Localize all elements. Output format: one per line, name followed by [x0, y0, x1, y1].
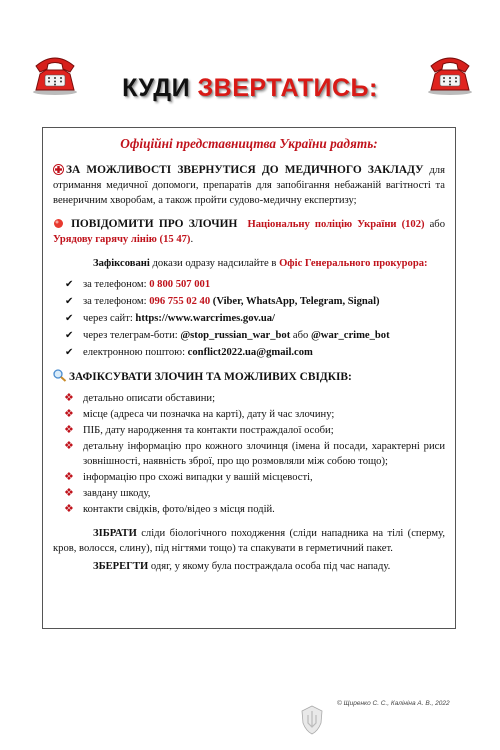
- hotline-contact: Урядову гарячу лінію (15 47): [53, 234, 191, 245]
- evidence-text: докази одразу надсилайте в: [149, 258, 280, 269]
- list-item: ❖ детальну інформацію про кожного злочинця (імена й посади, характерні риси зовнішності, наявність зброї, про що розмовляли між собою тощо);: [64, 440, 445, 467]
- list-item: ❖ інформацію про схожі випадки у вашій місцевості,: [64, 471, 313, 483]
- box-subtitle: Офіційні представництва України радять:: [120, 136, 378, 151]
- collect-bold: ЗІБРАТИ: [93, 528, 137, 539]
- police-contact: Національну поліцію України (102): [247, 219, 425, 230]
- section-record: [53, 369, 445, 385]
- contact-phone-1: 0 800 507 001: [149, 279, 211, 290]
- section-record-heading: ЗАФІКСУВАТИ ЗЛОЧИН ТА МОЖЛИВИХ СВІДКІВ:: [69, 371, 352, 383]
- messengers: (Viber, WhatsApp, Telegram, Signal): [210, 296, 380, 307]
- telegram-bot-1[interactable]: @stop_russian_war_bot: [180, 330, 291, 341]
- contact-label: за телефоном:: [83, 279, 150, 290]
- evidence-paragraph: [53, 256, 445, 271]
- contact-label: за телефоном:: [83, 296, 150, 307]
- website-link[interactable]: https://www.warcrimes.gov.ua/: [135, 313, 276, 324]
- footer-credit: © Щиренко С. С., Калініна А. В., 2022: [337, 700, 450, 707]
- section-report-heading: ПОВІДОМИТИ ПРО ЗЛОЧИН: [71, 218, 238, 230]
- red-diamond-icon: ❖: [64, 487, 74, 499]
- collect-text: сліди біологічного походження (сліди нападника на тілі (сперму, кров, волосся, слину), під нігтями тощо) та спакувати в герметичний пакет.: [53, 528, 445, 554]
- police-emblem-icon: [300, 705, 324, 735]
- email-link[interactable]: conflict2022.ua@gmail.com: [187, 347, 313, 358]
- list-item: ❖ місце (адреса чи позначка на карті), дату й час злочину;: [64, 408, 335, 420]
- red-diamond-icon: ❖: [64, 408, 74, 420]
- contact-label: через сайт:: [83, 313, 136, 324]
- list-item: ❖ завдану шкоду,: [64, 487, 151, 499]
- collect-paragraph: [53, 526, 445, 556]
- contact-phone-2: 096 755 02 40: [149, 296, 211, 307]
- checkmark-icon: ✔: [65, 279, 74, 290]
- red-diamond-icon: ❖: [64, 503, 74, 515]
- checkmark-icon: ✔: [65, 347, 74, 358]
- contact-list: [53, 277, 445, 360]
- keep-text: одяг, у якому була постраждала особа під час нападу.: [148, 561, 391, 572]
- checkmark-icon: ✔: [65, 330, 74, 341]
- evidence-bold: Зафіксовані: [93, 258, 150, 269]
- list-item: [53, 294, 445, 309]
- contact-label: через телеграм-боти:: [83, 330, 181, 341]
- list-item: [53, 345, 445, 360]
- list-item: ❖ ПІБ, дату народження та контакти постраждалої особи;: [64, 424, 334, 436]
- magnifier-icon: [53, 369, 67, 382]
- telegram-bot-2[interactable]: @war_crime_bot: [310, 330, 390, 341]
- info-box: [42, 127, 456, 629]
- red-dot-icon: [53, 218, 64, 229]
- section-report: [53, 217, 445, 247]
- medical-cross-icon: [53, 164, 64, 175]
- period: .: [190, 234, 194, 245]
- red-diamond-icon: ❖: [64, 424, 74, 436]
- list-item: [53, 328, 445, 343]
- red-diamond-icon: ❖: [64, 392, 74, 404]
- keep-paragraph: [53, 559, 445, 574]
- prosecutor-office: Офіс Генерального прокурора:: [279, 258, 428, 269]
- list-item: [53, 311, 445, 326]
- record-list: [53, 391, 445, 517]
- title-part-red: ЗВЕРТАТИСЬ:: [197, 74, 378, 102]
- or-text: або: [290, 330, 311, 341]
- section-medical-heading: ЗА МОЖЛИВОСТІ ЗВЕРНУТИСЯ ДО МЕДИЧНОГО ЗАКЛАДУ: [66, 164, 424, 176]
- section-medical-text: для отримання медичної допомоги, препаратів для запобігання небажаній вагітності та венеричним хворобам, а також пройти судово-медичну експертизу;: [53, 165, 445, 206]
- checkmark-icon: ✔: [65, 313, 74, 324]
- section-medical: [53, 163, 445, 208]
- red-diamond-icon: ❖: [64, 471, 74, 483]
- checkmark-icon: ✔: [65, 296, 74, 307]
- contact-label: електронною поштою:: [83, 347, 188, 358]
- or-text: або: [424, 219, 445, 230]
- list-item: [53, 277, 445, 292]
- list-item: ❖ контакти свідків, фото/відео з місця подій.: [64, 503, 275, 515]
- title-part-black: КУДИ: [122, 74, 198, 102]
- keep-bold: ЗБЕРЕГТИ: [93, 561, 149, 572]
- list-item: ❖ детально описати обставини;: [64, 392, 216, 404]
- page-title: [0, 74, 500, 103]
- red-diamond-icon: ❖: [64, 440, 74, 452]
